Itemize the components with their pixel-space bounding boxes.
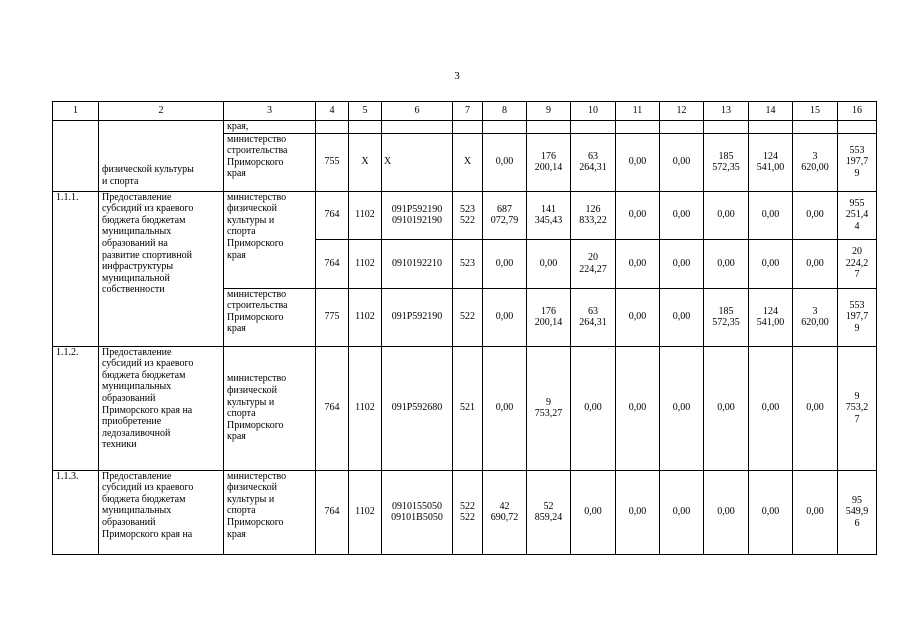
cell-value: 0,00 — [660, 470, 704, 554]
header-cell: 7 — [453, 102, 483, 121]
header-cell: 15 — [793, 102, 838, 121]
cell-value: 185 572,35 — [704, 133, 749, 191]
cell-value: 126 833,22 — [571, 191, 616, 239]
cell-value: 9 753,2 7 — [838, 346, 877, 470]
cell-value: 0,00 — [616, 191, 660, 239]
cell-type: 521 — [453, 346, 483, 470]
cell-value: 0,00 — [793, 470, 838, 554]
cell-value: 20 224,27 — [571, 239, 616, 288]
cell-value: 0,00 — [660, 133, 704, 191]
cell-grbs: 764 — [316, 470, 349, 554]
cell-value: 0,00 — [704, 346, 749, 470]
header-cell: 1 — [53, 102, 99, 121]
cell-value: 0,00 — [793, 346, 838, 470]
budget-table — [52, 101, 877, 555]
cell-type: 522 — [453, 288, 483, 346]
cell-value: 9 753,27 — [527, 346, 571, 470]
cell-value: 0,00 — [660, 191, 704, 239]
cell-type: 522 522 — [453, 470, 483, 554]
cell-value: 955 251,4 4 — [838, 191, 877, 239]
cell-grbs: 775 — [316, 288, 349, 346]
cell-name: Предоставление субсидий из краевого бюджета бюджетам муниципальных образований Приморского края на приобретение ледозаливочной техники — [99, 346, 224, 470]
cell-article: 091P592680 — [382, 346, 453, 470]
cell-value: 0,00 — [660, 288, 704, 346]
cell-value: 52 859,24 — [527, 470, 571, 554]
cell-section: X — [349, 133, 382, 191]
cell-value: 553 197,7 9 — [838, 288, 877, 346]
cell-grbs: 764 — [316, 191, 349, 239]
header-cell: 6 — [382, 102, 453, 121]
cell-value: 0,00 — [660, 239, 704, 288]
cell-value: 3 620,00 — [793, 288, 838, 346]
cell-value: 0,00 — [616, 470, 660, 554]
cell-section: 1102 — [349, 239, 382, 288]
cell-name: физической культуры и спорта — [99, 121, 224, 192]
cell-value: 0,00 — [616, 346, 660, 470]
header-row — [53, 102, 877, 121]
cell-value: 0,00 — [704, 191, 749, 239]
cell-grbs: 764 — [316, 346, 349, 470]
cell-value: 0,00 — [527, 239, 571, 288]
header-cell: 11 — [616, 102, 660, 121]
header-cell: 13 — [704, 102, 749, 121]
cell-value: 0,00 — [793, 191, 838, 239]
cell-value: 0,00 — [704, 470, 749, 554]
cell-article: 0910192210 — [382, 239, 453, 288]
cell-type: X — [453, 133, 483, 191]
cell-article: 091P592190 — [382, 288, 453, 346]
cell-executor: министерство строительства Приморского края — [224, 288, 316, 346]
cell-value: 687 072,79 — [483, 191, 527, 239]
cell-num: 1.1.3. — [53, 470, 99, 554]
cell-executor: министерство физической культуры и спорта Приморского края — [224, 470, 316, 554]
cell-article: 091P592190 0910192190 — [382, 191, 453, 239]
cell-value: 63 264,31 — [571, 133, 616, 191]
cell-value: 0,00 — [483, 133, 527, 191]
page-number: 3 — [454, 70, 460, 82]
cell-value: 124 541,00 — [749, 288, 793, 346]
header-cell: 2 — [99, 102, 224, 121]
cell-article: 0910155050 09101B5050 — [382, 470, 453, 554]
cell-name: Предоставление субсидий из краевого бюджета бюджетам муниципальных образований Приморского края на — [99, 470, 224, 554]
cell-value: 95 549,9 6 — [838, 470, 877, 554]
cell-value: 63 264,31 — [571, 288, 616, 346]
cell-value: 0,00 — [571, 470, 616, 554]
cell-executor: министерство физической культуры и спорта Приморского края — [224, 346, 316, 470]
cell-value: 0,00 — [749, 239, 793, 288]
cell-value: 0,00 — [749, 470, 793, 554]
cell-value: 0,00 — [483, 346, 527, 470]
cell-value: 185 572,35 — [704, 288, 749, 346]
header-cell: 8 — [483, 102, 527, 121]
table-row — [53, 470, 877, 554]
cell-executor-top: края, — [224, 121, 316, 134]
cell-value: 20 224,2 7 — [838, 239, 877, 288]
cell-section: 1102 — [349, 191, 382, 239]
header-cell: 9 — [527, 102, 571, 121]
cell-value: 0,00 — [571, 346, 616, 470]
cell-grbs: 755 — [316, 133, 349, 191]
cell-value: 0,00 — [616, 288, 660, 346]
cell-executor: министерство строительства Приморского края — [224, 133, 316, 191]
header-cell: 14 — [749, 102, 793, 121]
cell-value: 0,00 — [616, 239, 660, 288]
cell-num: 1.1.2. — [53, 346, 99, 470]
cell-value: 0,00 — [704, 239, 749, 288]
cell-value: 0,00 — [483, 239, 527, 288]
table-row — [53, 191, 877, 239]
cell-value: 141 345,43 — [527, 191, 571, 239]
header-cell: 3 — [224, 102, 316, 121]
cell-section: 1102 — [349, 470, 382, 554]
cell-value: 124 541,00 — [749, 133, 793, 191]
cell-grbs: 764 — [316, 239, 349, 288]
cell-section: 1102 — [349, 346, 382, 470]
cell-value: 0,00 — [483, 288, 527, 346]
cell-value: 0,00 — [749, 346, 793, 470]
cell-value: 0,00 — [749, 191, 793, 239]
table-row — [53, 121, 877, 134]
header-cell: 4 — [316, 102, 349, 121]
cell-value: 3 620,00 — [793, 133, 838, 191]
cell-value: 42 690,72 — [483, 470, 527, 554]
header-cell: 12 — [660, 102, 704, 121]
cell-num — [53, 121, 99, 192]
cell-section: 1102 — [349, 288, 382, 346]
cell-value: 176 200,14 — [527, 133, 571, 191]
cell-name: Предоставление субсидий из краевого бюджета бюджетам муниципальных образований на развитие спортивной инфраструктуры муниципальной собственности — [99, 191, 224, 346]
table-row — [53, 346, 877, 470]
cell-value: 0,00 — [793, 239, 838, 288]
cell-type: 523 522 — [453, 191, 483, 239]
cell-value: 176 200,14 — [527, 288, 571, 346]
cell-value: 0,00 — [660, 346, 704, 470]
cell-value: 0,00 — [616, 133, 660, 191]
header-cell: 16 — [838, 102, 877, 121]
cell-value: 553 197,7 9 — [838, 133, 877, 191]
cell-article: X — [382, 133, 453, 191]
cell-num: 1.1.1. — [53, 191, 99, 346]
header-cell: 5 — [349, 102, 382, 121]
cell-executor: министерство физической культуры и спорта Приморского края — [224, 191, 316, 288]
header-cell: 10 — [571, 102, 616, 121]
cell-type: 523 — [453, 239, 483, 288]
